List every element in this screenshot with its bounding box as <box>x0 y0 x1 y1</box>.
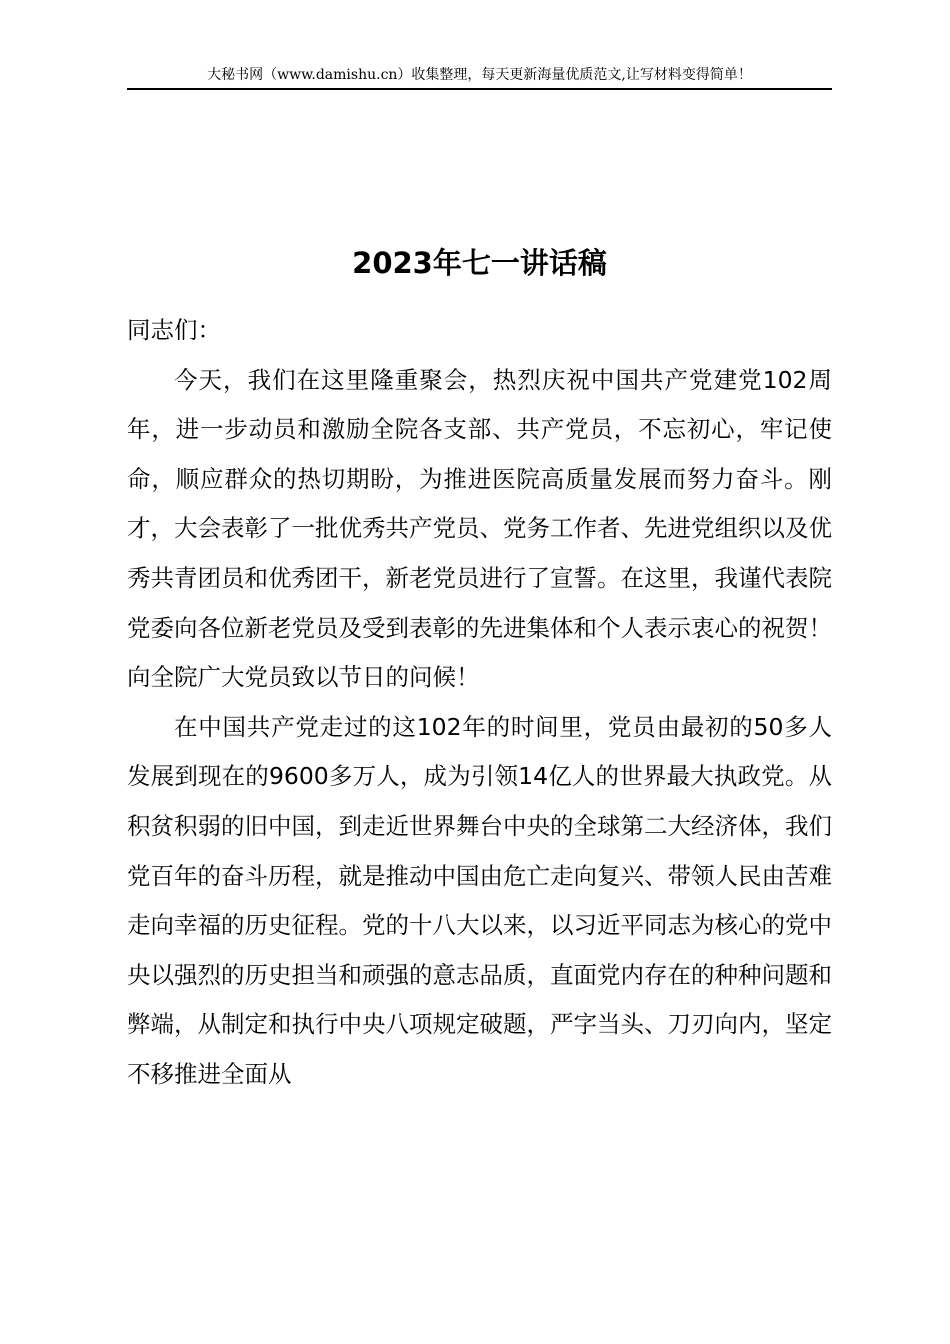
paragraph-1: 今天，我们在这里隆重聚会，热烈庆祝中国共产党建党102周年，进一步动员和激励全院各支部、共产党员，不忘初心，牢记使命，顺应群众的热切期盼，为推进医院高质量发展而努力奋斗。刚才，大会表彰了一批优秀共产党员、党务工作者、先进党组织以及优秀共青团员和优秀团干，新老党员进行了宣誓。在这里，我谨代表院党委向各位新老党员及受到表彰的先进集体和个人表示衷心的祝贺！向全院广大党员致以节日的问候！ <box>127 365 832 692</box>
document-body <box>127 306 832 1100</box>
source-header: 大秘书网（www.damishu.cn）收集整理，每天更新海量优质范文,让写材料变得简单！ <box>127 62 832 90</box>
greeting: 同志们： <box>127 316 221 344</box>
paragraph-2: 在中国共产党走过的这102年的时间里，党员由最初的50多人发展到现在的9600多万人，成为引领14亿人的世界最大执政党。从积贫积弱的旧中国，到走近世界舞台中央的全球第二大经济体，我们党百年的奋斗历程，就是推动中国由危亡走向复兴、带领人民由苦难走向幸福的历史征程。党的十八大以来，以习近平同志为核心的党中央以强烈的历史担当和顽强的意志品质，直面党内存在的种种问题和弊端，从制定和执行中央八项规定破题，严字当头、刀刃向内，坚定不移推进全面从 <box>127 712 832 1088</box>
document-title: 2023年七一讲话稿 <box>352 246 607 281</box>
